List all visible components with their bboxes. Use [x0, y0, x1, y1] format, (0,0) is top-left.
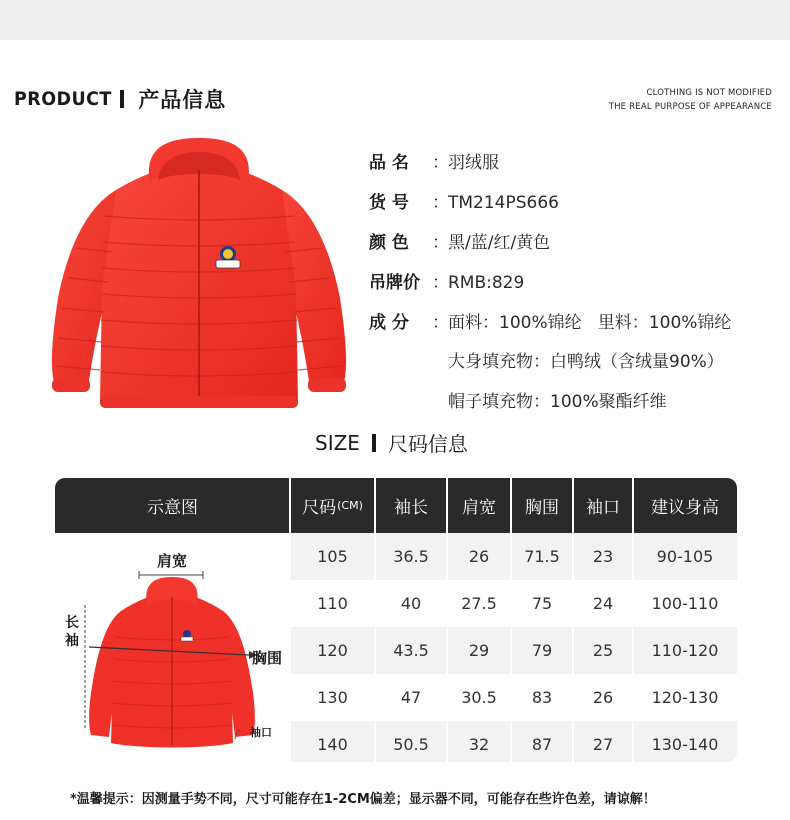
diagram-chest-label: 胸围 — [252, 649, 283, 667]
cell-sleeve: 36.5 — [393, 547, 429, 566]
diagram-cuff-label: 袖口 — [250, 726, 272, 739]
column-divider — [289, 478, 291, 762]
top-band — [0, 0, 790, 40]
table-row — [290, 580, 737, 627]
cell-shoulder: 30.5 — [461, 688, 497, 707]
cell-size: 120 — [317, 641, 348, 660]
column-divider — [446, 478, 448, 762]
info-sku-value: TM214PS666 — [448, 193, 559, 213]
header-note-line2: THE REAL PURPOSE OF APPEARANCE — [608, 102, 772, 112]
cell-size: 110 — [317, 594, 348, 613]
size-diagram-illustration — [55, 533, 290, 762]
cell-sleeve: 50.5 — [393, 735, 429, 754]
table-row — [290, 674, 737, 721]
cell-size: 140 — [317, 735, 348, 754]
table-row — [290, 721, 737, 762]
cell-height: 90-105 — [656, 547, 714, 566]
table-row — [290, 627, 737, 674]
cell-chest: 79 — [531, 641, 553, 660]
cell-sleeve: 47 — [400, 688, 422, 707]
info-name-label: 品 名 — [369, 153, 409, 173]
th-sleeve: 袖长 — [394, 498, 428, 518]
info-filling-body: 大身填充物：白鸭绒（含绒量90%） — [448, 352, 724, 372]
th-size-unit: (CM) — [337, 499, 363, 512]
column-divider — [632, 478, 634, 762]
th-height: 建议身高 — [651, 498, 719, 518]
info-color-row — [369, 228, 550, 253]
info-colon: ： — [432, 313, 449, 333]
cell-height: 130-140 — [651, 735, 719, 754]
cell-shoulder: 32 — [468, 735, 490, 754]
cell-cuff: 27 — [592, 735, 614, 754]
header-note-line1: CLOTHING IS NOT MODIFIED — [646, 88, 772, 98]
cell-chest: 87 — [531, 735, 553, 754]
info-filling-hood: 帽子填充物：100%聚酯纤维 — [448, 392, 667, 412]
info-material-row — [369, 308, 731, 333]
th-shoulder: 肩宽 — [462, 498, 496, 518]
table-row — [290, 533, 737, 580]
header-title-en: PRODUCT — [14, 88, 112, 110]
header-note — [609, 86, 772, 114]
info-colon: ： — [432, 193, 449, 213]
th-size — [290, 478, 375, 533]
size-title-cn: 尺码信息 — [387, 432, 468, 456]
cell-cuff: 23 — [592, 547, 614, 566]
product-jacket-image — [46, 138, 352, 416]
cell-size: 105 — [317, 547, 348, 566]
svg-text:袖: 袖 — [65, 633, 79, 649]
jacket-illustration — [46, 138, 352, 416]
info-material-label: 成 分 — [369, 313, 409, 333]
footnote: *温馨提示：因测量手势不同，尺寸可能存在1-2CM偏差；显示器不同，可能存在些许色差，请谅解！ — [70, 792, 656, 807]
cell-shoulder: 27.5 — [461, 594, 497, 613]
cell-shoulder: 29 — [468, 641, 490, 660]
cell-height: 100-110 — [651, 594, 719, 613]
column-divider — [510, 478, 512, 762]
cell-chest: 83 — [531, 688, 553, 707]
info-price-label: 吊牌价 — [369, 273, 420, 293]
size-table — [55, 478, 737, 762]
info-material-value: 面料：100%锦纶 里料：100%锦纶 — [448, 313, 732, 333]
cell-chest: 75 — [531, 594, 553, 613]
size-diagram — [55, 533, 290, 762]
diagram-shoulder-label: 肩宽 — [156, 552, 188, 570]
column-divider — [374, 478, 376, 762]
size-table-header — [55, 478, 737, 533]
cell-height: 110-120 — [651, 641, 719, 660]
cell-shoulder: 26 — [468, 547, 490, 566]
info-sku-label: 货 号 — [369, 193, 409, 213]
info-name-row — [369, 148, 499, 173]
cell-chest: 71.5 — [524, 547, 560, 566]
header-title-cn: 产品信息 — [138, 88, 227, 112]
size-section-header — [315, 428, 468, 457]
cell-sleeve: 43.5 — [393, 641, 429, 660]
diagram-length-label: 长 — [65, 615, 79, 631]
th-chest: 胸围 — [525, 498, 559, 518]
info-price-row — [369, 268, 524, 293]
info-sku-row — [369, 188, 559, 213]
info-colon: ： — [432, 153, 449, 173]
size-title-en: SIZE — [315, 430, 360, 455]
cell-sleeve: 40 — [400, 594, 422, 613]
th-diagram: 示意图 — [147, 498, 198, 518]
product-section-header — [14, 84, 226, 114]
info-colon: ： — [432, 273, 449, 293]
cell-cuff: 25 — [592, 641, 614, 660]
info-color-label: 颜 色 — [369, 233, 409, 253]
info-color-value: 黑/蓝/红/黄色 — [448, 233, 551, 253]
th-size-label: 尺码 — [302, 498, 337, 518]
info-name-value: 羽绒服 — [448, 153, 499, 173]
cell-cuff: 26 — [592, 688, 614, 707]
column-divider — [572, 478, 574, 762]
info-price-value: RMB:829 — [448, 273, 525, 293]
th-cuff: 袖口 — [586, 498, 620, 518]
size-divider — [372, 434, 376, 452]
cell-cuff: 24 — [592, 594, 614, 613]
info-colon: ： — [432, 233, 449, 253]
cell-size: 130 — [317, 688, 348, 707]
header-divider — [120, 90, 124, 108]
cell-height: 120-130 — [651, 688, 719, 707]
